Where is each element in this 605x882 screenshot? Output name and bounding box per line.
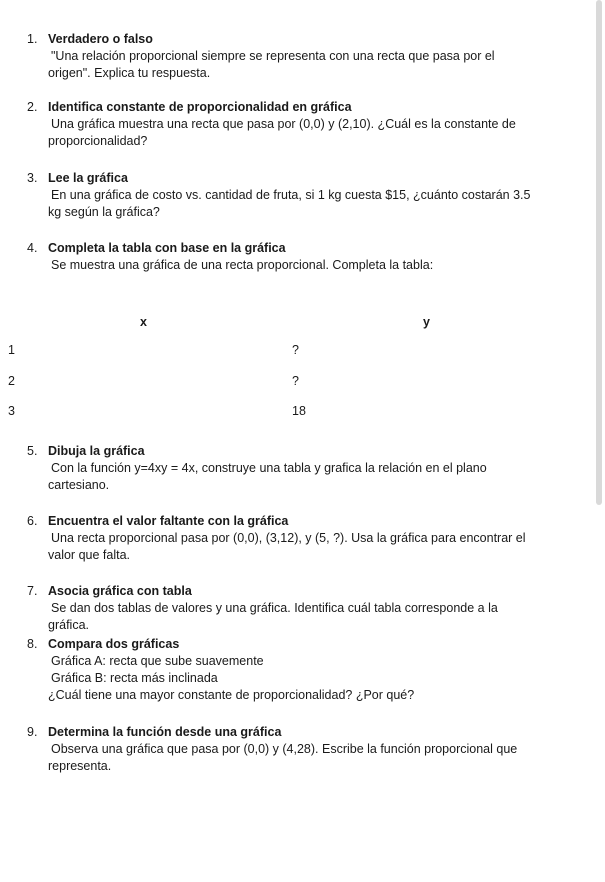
- question-number: 4.: [27, 241, 38, 255]
- question-title: Compara dos gráficas: [48, 637, 180, 651]
- question-title: Completa la tabla con base en la gráfica: [48, 241, 286, 255]
- question-number: 7.: [27, 584, 38, 598]
- question-text-line: Gráfica B: recta más inclinada: [51, 671, 218, 685]
- question-number: 6.: [27, 514, 38, 528]
- question-number: 3.: [27, 171, 38, 185]
- question-body: [48, 530, 568, 564]
- question-text-line: Se muestra una gráfica de una recta proporcional. Completa la tabla:: [51, 258, 434, 272]
- question-text-line: Observa una gráfica que pasa por (0,0) y (4,28). Escribe la función proporcional que: [51, 742, 518, 756]
- table-cell-x: 3: [8, 404, 15, 418]
- question-body: [48, 600, 568, 634]
- question-text-line: En una gráfica de costo vs. cantidad de fruta, si 1 kg cuesta $15, ¿cuánto costarán 3.5: [51, 188, 531, 202]
- question-text-line: "Una relación proporcional siempre se representa con una recta que pasa por el: [51, 49, 495, 63]
- question-text-line: representa.: [48, 759, 112, 773]
- question-number: 9.: [27, 725, 38, 739]
- table-cell-y: 18: [292, 404, 306, 418]
- question-number: 2.: [27, 100, 38, 114]
- question-text-line: Con la función y=4xy = 4x, construye una tabla y grafica la relación en el plano: [51, 461, 487, 475]
- table-cell-y: ?: [292, 374, 299, 388]
- question-title: Encuentra el valor faltante con la gráfica: [48, 514, 289, 528]
- question-text-line: Se dan dos tablas de valores y una gráfica. Identifica cuál tabla corresponde a la: [51, 601, 498, 615]
- question-text-line: ¿Cuál tiene una mayor constante de proporcionalidad? ¿Por qué?: [48, 688, 415, 702]
- question-body: [48, 187, 568, 221]
- question-title: Determina la función desde una gráfica: [48, 725, 282, 739]
- question-text-line: kg según la gráfica?: [48, 205, 160, 219]
- question-body: [48, 460, 568, 494]
- question-number: 5.: [27, 444, 38, 458]
- question-number: 1.: [27, 32, 38, 46]
- question-body: [48, 741, 568, 775]
- question-title: Asocia gráfica con tabla: [48, 584, 192, 598]
- question-title: Lee la gráfica: [48, 171, 128, 185]
- table-cell-y: ?: [292, 343, 299, 357]
- question-title: Dibuja la gráfica: [48, 444, 145, 458]
- question-title: Identifica constante de proporcionalidad en gráfica: [48, 100, 352, 114]
- vertical-scrollbar[interactable]: [596, 0, 602, 505]
- question-text-line: proporcionalidad?: [48, 134, 148, 148]
- table-cell-x: 2: [8, 374, 15, 388]
- question-text-line: Una recta proporcional pasa por (0,0), (3,12), y (5, ?). Usa la gráfica para encontrar el: [51, 531, 526, 545]
- question-text-line: cartesiano.: [48, 478, 110, 492]
- question-number: 8.: [27, 637, 38, 651]
- question-body: [48, 257, 568, 274]
- table-cell-x: 1: [8, 343, 15, 357]
- question-title: Verdadero o falso: [48, 32, 153, 46]
- question-body: [48, 116, 568, 150]
- question-text-line: gráfica.: [48, 618, 89, 632]
- question-text-line: valor que falta.: [48, 548, 130, 562]
- question-text-line: Gráfica A: recta que sube suavemente: [51, 654, 264, 668]
- question-body: [48, 48, 568, 82]
- question-text-line: origen". Explica tu respuesta.: [48, 66, 211, 80]
- question-body: [48, 653, 568, 704]
- table-header-y: y: [423, 315, 430, 329]
- question-text-line: Una gráfica muestra una recta que pasa por (0,0) y (2,10). ¿Cuál es la constante de: [51, 117, 516, 131]
- table-header-x: x: [140, 315, 147, 329]
